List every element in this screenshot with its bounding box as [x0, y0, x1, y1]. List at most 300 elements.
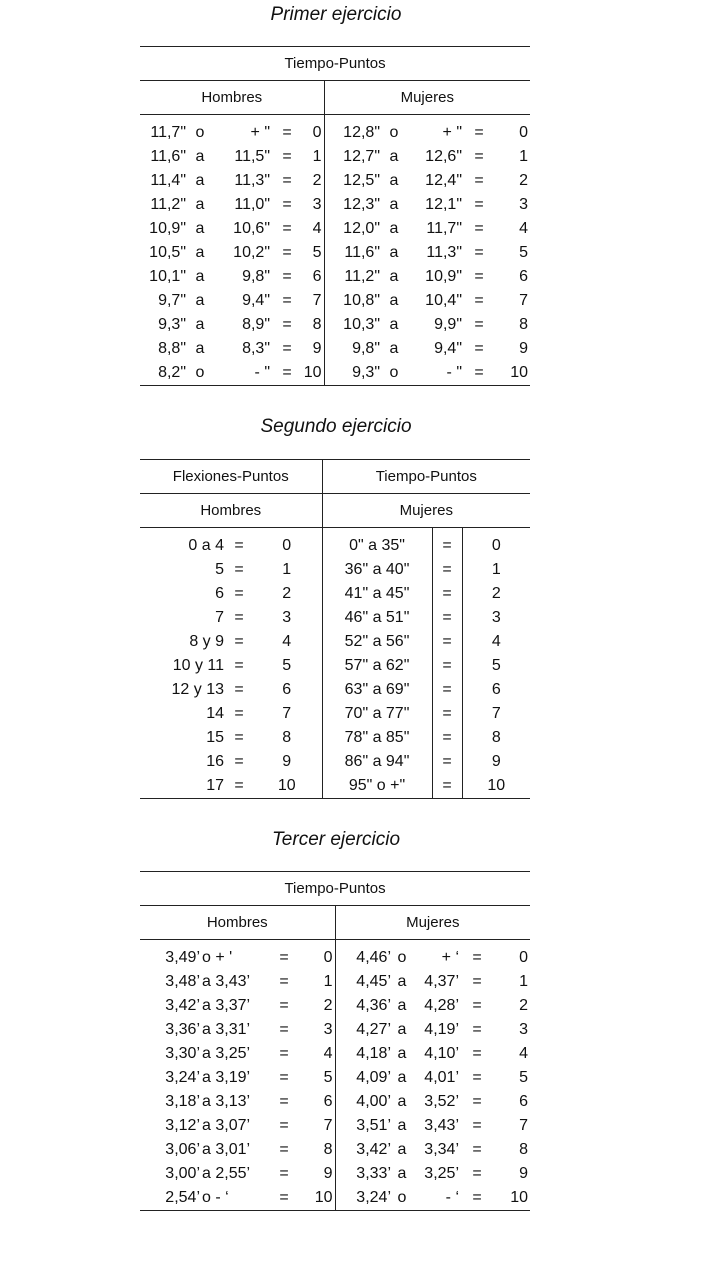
- women-time-from: 9,8": [352, 340, 380, 357]
- men-pushups: 14: [206, 705, 224, 722]
- table-row: [140, 606, 530, 630]
- women-separator: o: [382, 361, 406, 386]
- men-pushups: 5: [215, 561, 224, 578]
- table-row: [140, 121, 530, 145]
- men-time-to: 11,0": [234, 196, 270, 213]
- men-time-to: - ": [212, 361, 272, 386]
- primer-women-label: Mujeres: [324, 81, 530, 115]
- women-points: 3: [519, 1021, 529, 1038]
- women-time-from: 10,3": [343, 316, 380, 333]
- men-separator: a: [195, 244, 205, 261]
- table-row: [140, 582, 530, 606]
- women-points: 0: [519, 124, 529, 141]
- men-points: 0: [298, 946, 335, 970]
- men-points: 5: [302, 241, 324, 265]
- women-time-from: 11,2": [344, 268, 380, 285]
- women-separator: o: [393, 1186, 411, 1211]
- men-points: 9: [302, 337, 324, 361]
- men-separator: a: [195, 316, 205, 333]
- women-points: 8: [519, 1141, 529, 1158]
- women-time-from: 12,8": [343, 124, 380, 141]
- women-points: 2: [491, 585, 501, 602]
- equals-sign: =: [279, 973, 289, 990]
- equals-sign: =: [282, 124, 292, 141]
- women-time-to: + ": [442, 124, 462, 141]
- women-time-from: 4,36’: [356, 997, 391, 1014]
- women-time-from: 4,09’: [356, 1069, 391, 1086]
- equals-sign: =: [474, 244, 484, 261]
- women-time-to: 12,4": [425, 172, 462, 189]
- women-time-to: 10,9": [425, 268, 462, 285]
- table-row: [140, 193, 530, 217]
- women-points: 7: [519, 292, 529, 309]
- women-points: 1: [519, 148, 529, 165]
- women-time-from: 12,5": [343, 172, 380, 189]
- men-time-from: 9,3": [158, 316, 186, 333]
- table-row: [140, 289, 530, 313]
- equals-sign: =: [279, 1045, 289, 1062]
- men-separator: a: [195, 172, 205, 189]
- women-time-to: 10,4": [425, 292, 462, 309]
- equals-sign: =: [432, 750, 462, 774]
- men-time-from: 10,5": [149, 244, 186, 261]
- men-points: 10: [298, 1186, 335, 1211]
- table-row: [140, 169, 530, 193]
- women-time-to: 3,52’: [424, 1093, 459, 1110]
- equals-sign: =: [472, 997, 482, 1014]
- men-time-to: a 3,25’: [202, 1045, 251, 1062]
- equals-sign: =: [464, 361, 494, 386]
- equals-sign: =: [279, 1165, 289, 1182]
- women-points: 2: [519, 172, 529, 189]
- women-separator: a: [397, 1141, 407, 1158]
- men-time-to: 10,2": [233, 244, 270, 261]
- women-time-from: 3,51’: [356, 1117, 391, 1134]
- women-separator: a: [389, 172, 399, 189]
- men-separator: a: [195, 196, 205, 213]
- men-time-from: 9,7": [158, 292, 186, 309]
- men-points: 2: [302, 169, 324, 193]
- segundo-header-right: Tiempo-Puntos: [322, 460, 530, 494]
- women-points: 0: [519, 949, 529, 966]
- men-time-from: 11,7": [150, 124, 186, 141]
- equals-sign: =: [432, 702, 462, 726]
- equals-sign: =: [282, 268, 292, 285]
- equals-sign: =: [279, 1093, 289, 1110]
- table-row: [140, 145, 530, 169]
- table-row: [140, 654, 530, 678]
- women-time-range: 0" a 35": [322, 534, 432, 558]
- women-time-from: 3,24’: [335, 1186, 393, 1211]
- men-time-to: 9,4": [242, 292, 270, 309]
- segundo-women-label: Mujeres: [322, 494, 530, 528]
- women-time-to: 4,01’: [424, 1069, 459, 1086]
- men-time-from: 3,18’: [165, 1093, 200, 1110]
- equals-sign: =: [282, 148, 292, 165]
- men-time-from: 3,06’: [165, 1141, 200, 1158]
- equals-sign: =: [234, 681, 244, 698]
- equals-sign: =: [272, 361, 302, 386]
- men-points: 6: [252, 678, 322, 702]
- men-time-to: o - ‘: [202, 1186, 270, 1211]
- table-row: [140, 361, 530, 386]
- men-points: 4: [252, 630, 322, 654]
- equals-sign: =: [282, 172, 292, 189]
- women-points: 9: [519, 340, 529, 357]
- women-points: 5: [519, 244, 529, 261]
- table-row: [140, 313, 530, 337]
- equals-sign: =: [474, 172, 484, 189]
- men-time-to: a 3,13’: [202, 1093, 251, 1110]
- men-time-from: 11,4": [150, 172, 186, 189]
- women-points: 7: [519, 1117, 529, 1134]
- men-points: 7: [252, 702, 322, 726]
- men-time-to: a 3,43’: [202, 973, 251, 990]
- primer-body: [140, 47, 530, 386]
- men-points: 3: [302, 193, 324, 217]
- men-points: 3: [298, 1018, 335, 1042]
- table-row: [140, 678, 530, 702]
- men-time-from: 10,9": [149, 220, 186, 237]
- table-row: [140, 1138, 530, 1162]
- men-time-to: + ": [250, 124, 270, 141]
- men-time-to: a 3,37’: [202, 997, 251, 1014]
- tercer-body: [140, 872, 530, 1211]
- women-time-to: + ‘: [441, 949, 459, 966]
- equals-sign: =: [279, 1141, 289, 1158]
- women-separator: o: [397, 949, 407, 966]
- women-points: 9: [491, 753, 501, 770]
- men-points: 1: [298, 970, 335, 994]
- equals-sign: =: [432, 726, 462, 750]
- equals-sign: =: [282, 292, 292, 309]
- table-row: [140, 774, 530, 799]
- equals-sign: =: [234, 729, 244, 746]
- equals-sign: =: [472, 1045, 482, 1062]
- table-row: [140, 1186, 530, 1211]
- equals-sign: =: [234, 657, 244, 674]
- men-points: 7: [302, 289, 324, 313]
- men-pushups: 0 a 4: [188, 537, 224, 554]
- men-pushups: 17: [140, 774, 226, 799]
- equals-sign: =: [279, 1117, 289, 1134]
- men-points: 5: [252, 654, 322, 678]
- men-pushups: 15: [206, 729, 224, 746]
- women-points: 4: [491, 633, 501, 650]
- table-row: [140, 970, 530, 994]
- equals-sign: =: [279, 1069, 289, 1086]
- tercer-header: Tiempo-Puntos: [140, 872, 530, 906]
- men-time-to: 11,5": [234, 148, 270, 165]
- women-time-range: 95" o +": [322, 774, 432, 799]
- men-points: 9: [298, 1162, 335, 1186]
- men-separator: a: [195, 220, 205, 237]
- equals-sign: =: [474, 340, 484, 357]
- equals-sign: =: [472, 1165, 482, 1182]
- women-separator: o: [389, 124, 399, 141]
- equals-sign: =: [432, 630, 462, 654]
- women-time-from: 3,33’: [356, 1165, 391, 1182]
- equals-sign: =: [472, 1141, 482, 1158]
- men-time-to: o + ': [202, 949, 233, 966]
- men-points: 8: [252, 726, 322, 750]
- women-time-from: 4,00’: [356, 1093, 391, 1110]
- men-points: 6: [298, 1090, 335, 1114]
- women-time-range: 41" a 45": [322, 582, 432, 606]
- women-time-range: 46" a 51": [322, 606, 432, 630]
- men-points: 4: [298, 1042, 335, 1066]
- table-row: [140, 994, 530, 1018]
- women-time-from: 4,45’: [356, 973, 391, 990]
- men-time-to: a 2,55’: [202, 1165, 251, 1182]
- women-separator: a: [389, 148, 399, 165]
- women-time-from: 12,3": [343, 196, 380, 213]
- women-time-range: 78" a 85": [322, 726, 432, 750]
- table-row: [140, 1162, 530, 1186]
- women-separator: a: [389, 268, 399, 285]
- table-row: [140, 217, 530, 241]
- men-points: 4: [302, 217, 324, 241]
- equals-sign: =: [432, 534, 462, 558]
- table-row: [140, 750, 530, 774]
- men-pushups: 10 y 11: [172, 657, 224, 674]
- women-separator: a: [389, 244, 399, 261]
- tercer-table: [140, 871, 530, 1211]
- equals-sign: =: [234, 753, 244, 770]
- men-time-to: a 3,07’: [202, 1117, 251, 1134]
- equals-sign: =: [474, 292, 484, 309]
- women-time-from: 3,42’: [356, 1141, 391, 1158]
- men-pushups: 12 y 13: [171, 681, 224, 698]
- equals-sign: =: [234, 561, 244, 578]
- primer-title: Primer ejercicio: [270, 4, 402, 25]
- women-time-to: 9,4": [434, 340, 462, 357]
- men-pushups: 16: [206, 753, 224, 770]
- women-time-to: - ": [406, 361, 464, 386]
- women-time-from: 11,6": [344, 244, 380, 261]
- segundo-men-label: Hombres: [140, 494, 322, 528]
- equals-sign: =: [472, 1093, 482, 1110]
- primer-men-label: Hombres: [140, 81, 324, 115]
- segundo-body: [140, 460, 530, 799]
- primer-table: [140, 46, 530, 386]
- table-row: [140, 702, 530, 726]
- women-time-to: 12,6": [425, 148, 462, 165]
- women-separator: a: [389, 340, 399, 357]
- men-points: 3: [252, 606, 322, 630]
- equals-sign: =: [234, 705, 244, 722]
- women-separator: a: [397, 1069, 407, 1086]
- men-points: 2: [252, 582, 322, 606]
- women-time-from: 12,0": [343, 220, 380, 237]
- men-separator: a: [195, 268, 205, 285]
- men-time-to: 11,3": [234, 172, 270, 189]
- men-time-from: 8,2": [140, 361, 188, 386]
- women-time-to: 9,9": [434, 316, 462, 333]
- women-time-to: 11,7": [426, 220, 462, 237]
- men-separator: a: [195, 340, 205, 357]
- men-time-from: 3,00’: [165, 1165, 200, 1182]
- table-row: [140, 946, 530, 970]
- women-points: 2: [519, 997, 529, 1014]
- women-points: 1: [519, 973, 529, 990]
- men-points: 2: [298, 994, 335, 1018]
- equals-sign: =: [234, 537, 244, 554]
- equals-sign: =: [234, 633, 244, 650]
- men-time-from: 8,8": [158, 340, 186, 357]
- women-time-range: 36" a 40": [322, 558, 432, 582]
- table-row: [140, 558, 530, 582]
- men-time-from: 3,12’: [165, 1117, 200, 1134]
- equals-sign: =: [474, 196, 484, 213]
- segundo-table: [140, 459, 530, 799]
- equals-sign: =: [474, 220, 484, 237]
- women-separator: a: [389, 292, 399, 309]
- women-time-from: 10,8": [343, 292, 380, 309]
- table-row: [140, 1066, 530, 1090]
- tercer-title: Tercer ejercicio: [271, 829, 401, 850]
- women-separator: a: [397, 1165, 407, 1182]
- men-points: 1: [252, 558, 322, 582]
- equals-sign: =: [472, 949, 482, 966]
- men-points: 6: [302, 265, 324, 289]
- men-points: 10: [252, 774, 322, 799]
- women-time-range: 70" a 77": [322, 702, 432, 726]
- equals-sign: =: [474, 316, 484, 333]
- women-points: 7: [491, 705, 501, 722]
- table-row: [140, 534, 530, 558]
- equals-sign: =: [234, 585, 244, 602]
- women-points: 8: [491, 729, 501, 746]
- women-points: 6: [519, 1093, 529, 1110]
- table-row: [140, 337, 530, 361]
- women-points: 6: [519, 268, 529, 285]
- equals-sign: =: [279, 949, 289, 966]
- men-time-from: 3,42’: [165, 997, 200, 1014]
- women-points: 10: [493, 1186, 530, 1211]
- men-time-from: 3,24’: [165, 1069, 200, 1086]
- women-time-from: 9,3": [324, 361, 382, 386]
- table-row: [140, 1114, 530, 1138]
- women-time-to: 3,43’: [424, 1117, 459, 1134]
- women-time-from: 12,7": [343, 148, 380, 165]
- equals-sign: =: [474, 148, 484, 165]
- tercer-men-label: Hombres: [140, 906, 335, 940]
- women-separator: a: [389, 196, 399, 213]
- table-row: [140, 265, 530, 289]
- men-time-from: 3,48’: [165, 973, 200, 990]
- women-time-to: - ‘: [411, 1186, 461, 1211]
- equals-sign: =: [282, 316, 292, 333]
- equals-sign: =: [461, 1186, 493, 1211]
- men-points: 8: [302, 313, 324, 337]
- table-row: [140, 241, 530, 265]
- men-time-to: 9,8": [242, 268, 270, 285]
- women-time-to: 11,3": [426, 244, 462, 261]
- women-points: 8: [519, 316, 529, 333]
- men-time-from: 2,54’: [140, 1186, 202, 1211]
- equals-sign: =: [472, 973, 482, 990]
- equals-sign: =: [282, 220, 292, 237]
- women-points: 9: [519, 1165, 529, 1182]
- men-points: 10: [302, 361, 324, 386]
- women-time-range: 52" a 56": [322, 630, 432, 654]
- women-separator: a: [397, 997, 407, 1014]
- men-points: 0: [252, 534, 322, 558]
- table-row: [140, 1018, 530, 1042]
- equals-sign: =: [279, 997, 289, 1014]
- men-time-from: 3,49’: [165, 949, 200, 966]
- equals-sign: =: [432, 654, 462, 678]
- table-row: [140, 726, 530, 750]
- men-time-from: 11,6": [150, 148, 186, 165]
- table-row: [140, 1042, 530, 1066]
- men-points: 7: [298, 1114, 335, 1138]
- men-time-from: 11,2": [150, 196, 186, 213]
- men-separator: a: [195, 148, 205, 165]
- equals-sign: =: [432, 606, 462, 630]
- men-points: 9: [252, 750, 322, 774]
- men-time-from: 3,30’: [165, 1045, 200, 1062]
- equals-sign: =: [432, 678, 462, 702]
- women-time-from: 4,27’: [356, 1021, 391, 1038]
- women-points: 5: [519, 1069, 529, 1086]
- men-points: 1: [302, 145, 324, 169]
- equals-sign: =: [474, 124, 484, 141]
- men-time-to: 10,6": [233, 220, 270, 237]
- women-time-to: 12,1": [425, 196, 462, 213]
- women-time-range: 86" a 94": [322, 750, 432, 774]
- women-points: 6: [491, 681, 501, 698]
- men-pushups: 7: [215, 609, 224, 626]
- women-separator: a: [397, 973, 407, 990]
- equals-sign: =: [279, 1021, 289, 1038]
- women-points: 1: [491, 561, 501, 578]
- equals-sign: =: [282, 196, 292, 213]
- women-separator: a: [389, 220, 399, 237]
- men-separator: a: [195, 292, 205, 309]
- equals-sign: =: [432, 558, 462, 582]
- segundo-title: Segundo ejercicio: [260, 416, 412, 437]
- men-time-to: a 3,01’: [202, 1141, 251, 1158]
- men-pushups: 6: [215, 585, 224, 602]
- men-points: 5: [298, 1066, 335, 1090]
- women-time-range: 57" a 62": [322, 654, 432, 678]
- table-row: [140, 1090, 530, 1114]
- women-separator: a: [397, 1117, 407, 1134]
- women-separator: a: [397, 1045, 407, 1062]
- men-points: 8: [298, 1138, 335, 1162]
- primer-header: Tiempo-Puntos: [140, 47, 530, 81]
- tercer-women-label: Mujeres: [335, 906, 530, 940]
- women-points: 10: [462, 774, 530, 799]
- table-row: [140, 630, 530, 654]
- women-points: 3: [519, 196, 529, 213]
- men-time-to: 8,3": [242, 340, 270, 357]
- women-time-to: 3,34’: [424, 1141, 459, 1158]
- women-time-to: 4,28’: [424, 997, 459, 1014]
- equals-sign: =: [432, 774, 462, 799]
- equals-sign: =: [472, 1117, 482, 1134]
- men-separator: o: [188, 361, 212, 386]
- women-time-to: 4,19’: [424, 1021, 459, 1038]
- women-points: 4: [519, 1045, 529, 1062]
- men-time-from: 3,36’: [165, 1021, 200, 1038]
- men-pushups: 8 y 9: [189, 633, 224, 650]
- women-time-to: 4,10’: [424, 1045, 459, 1062]
- women-points: 5: [491, 657, 501, 674]
- women-time-range: 63" a 69": [322, 678, 432, 702]
